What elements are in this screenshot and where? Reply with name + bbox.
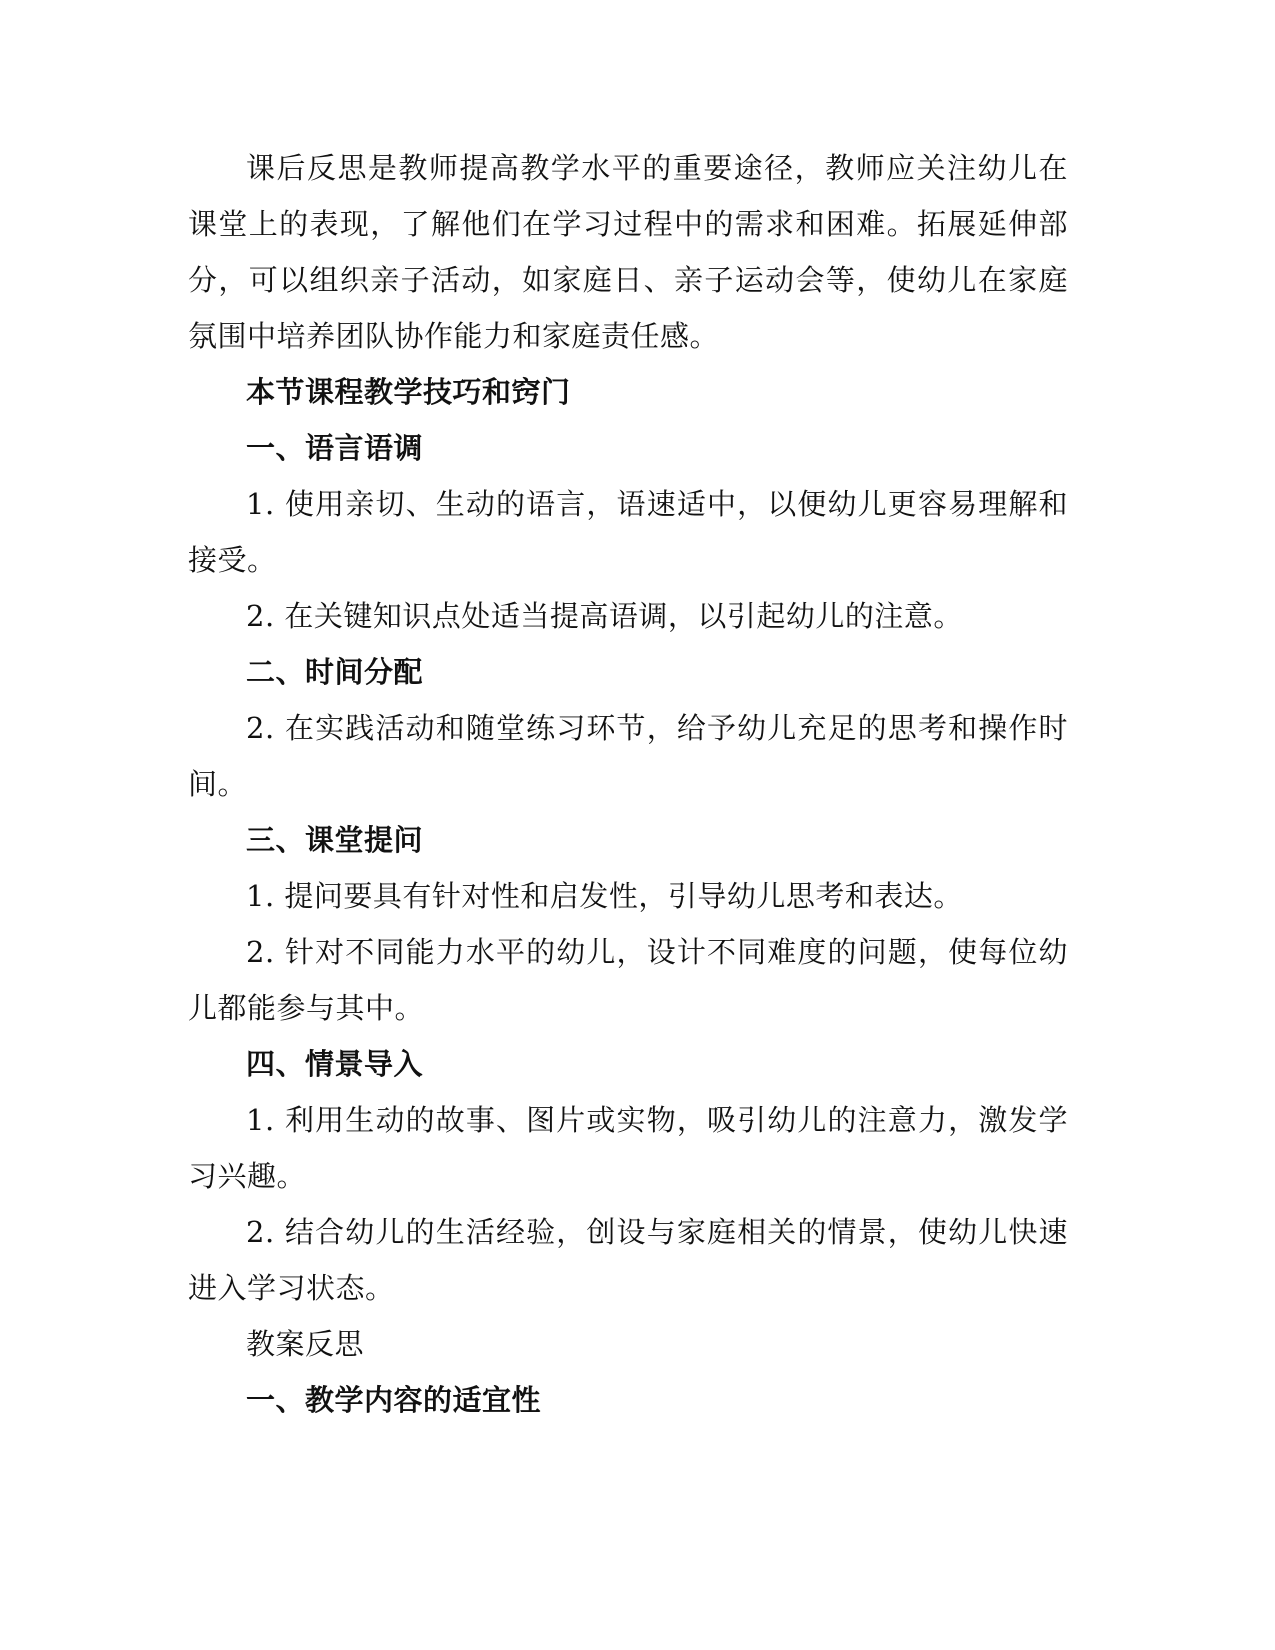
paragraph-language-2: 2. 在关键知识点处适当提高语调，以引起幼儿的注意。 (246, 599, 963, 633)
paragraph-scenario-2: 2. 结合幼儿的生活经验，创设与家庭相关的情景，使幼儿快速进入学习状态。 (188, 1215, 1068, 1305)
heading-time-allocation: 二、时间分配 (246, 655, 424, 689)
heading-language-tone: 一、语言语调 (246, 431, 424, 465)
heading-teaching-tips: 本节课程教学技巧和窍门 (246, 375, 571, 409)
document-page (188, 140, 1068, 1428)
heading-class-questions: 三、课堂提问 (246, 823, 424, 857)
paragraph-questions-2: 2. 针对不同能力水平的幼儿，设计不同难度的问题，使每位幼儿都能参与其中。 (188, 935, 1068, 1025)
heading-scenario-intro: 四、情景导入 (246, 1047, 424, 1081)
paragraph-reflection-intro: 课后反思是教师提高教学水平的重要途径，教师应关注幼儿在课堂上的表现，了解他们在学习过程中的需求和困难。拓展延伸部分，可以组织亲子活动，如家庭日、亲子运动会等，使幼儿在家庭氛围中培养团队协作能力和家庭责任感。 (188, 151, 1068, 353)
heading-content-suitability: 一、教学内容的适宜性 (246, 1383, 542, 1417)
paragraph-time-2: 2. 在实践活动和随堂练习环节，给予幼儿充足的思考和操作时间。 (188, 711, 1068, 801)
paragraph-questions-1: 1. 提问要具有针对性和启发性，引导幼儿思考和表达。 (246, 879, 963, 913)
paragraph-scenario-1: 1. 利用生动的故事、图片或实物，吸引幼儿的注意力，激发学习兴趣。 (188, 1103, 1068, 1193)
paragraph-language-1: 1. 使用亲切、生动的语言，语速适中，以便幼儿更容易理解和接受。 (188, 487, 1068, 577)
paragraph-lesson-reflection: 教案反思 (246, 1327, 365, 1361)
